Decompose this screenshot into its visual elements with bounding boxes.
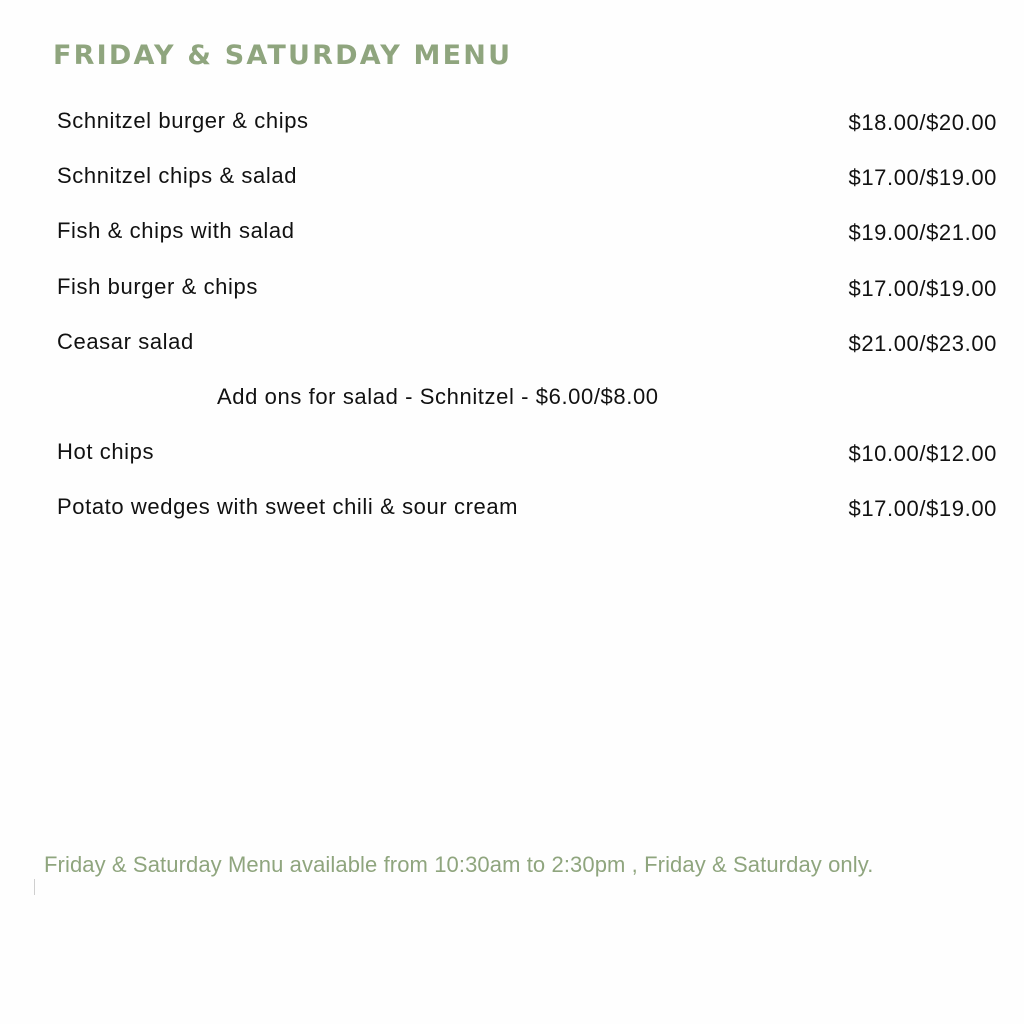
menu-item-price: $10.00/$12.00 bbox=[848, 441, 997, 467]
menu-item-name: Schnitzel chips & salad bbox=[57, 163, 298, 189]
menu-item-price: $19.00/$21.00 bbox=[848, 220, 997, 246]
availability-note: Friday & Saturday Menu available from 10:30am to 2:30pm , Friday & Saturday only. bbox=[44, 852, 874, 877]
menu-item-price: $18.00/$20.00 bbox=[848, 110, 997, 135]
menu-title: FRIDAY & SATURDAY MENU bbox=[53, 40, 513, 71]
menu-item bbox=[57, 218, 997, 273]
menu-item-price: $17.00/$19.00 bbox=[848, 496, 997, 522]
salad-addon-text: Add ons for salad - Schnitzel - $6.00/$8.00 bbox=[217, 383, 659, 409]
menu-item-name: Potato wedges with sweet chili & sour cream bbox=[57, 494, 519, 520]
menu-item-price: $17.00/$19.00 bbox=[848, 275, 997, 301]
menu-item-name: Ceasar salad bbox=[57, 328, 194, 354]
salad-addon-note bbox=[57, 384, 997, 439]
menu-item bbox=[57, 439, 997, 494]
text-cursor-mark bbox=[34, 879, 35, 895]
menu-item bbox=[57, 163, 997, 218]
menu-item-price: $17.00/$19.00 bbox=[848, 165, 997, 191]
menu-item-name: Fish & chips with salad bbox=[57, 218, 295, 244]
menu-item bbox=[57, 329, 997, 384]
menu-item bbox=[57, 494, 997, 549]
menu-item-name: Fish burger & chips bbox=[57, 273, 258, 299]
menu-item bbox=[57, 108, 997, 163]
menu-item-name: Schnitzel burger & chips bbox=[57, 108, 309, 133]
menu-item-price: $21.00/$23.00 bbox=[848, 330, 997, 356]
menu-item-name: Hot chips bbox=[57, 439, 155, 465]
menu-list bbox=[57, 108, 997, 550]
menu-item bbox=[57, 274, 997, 329]
